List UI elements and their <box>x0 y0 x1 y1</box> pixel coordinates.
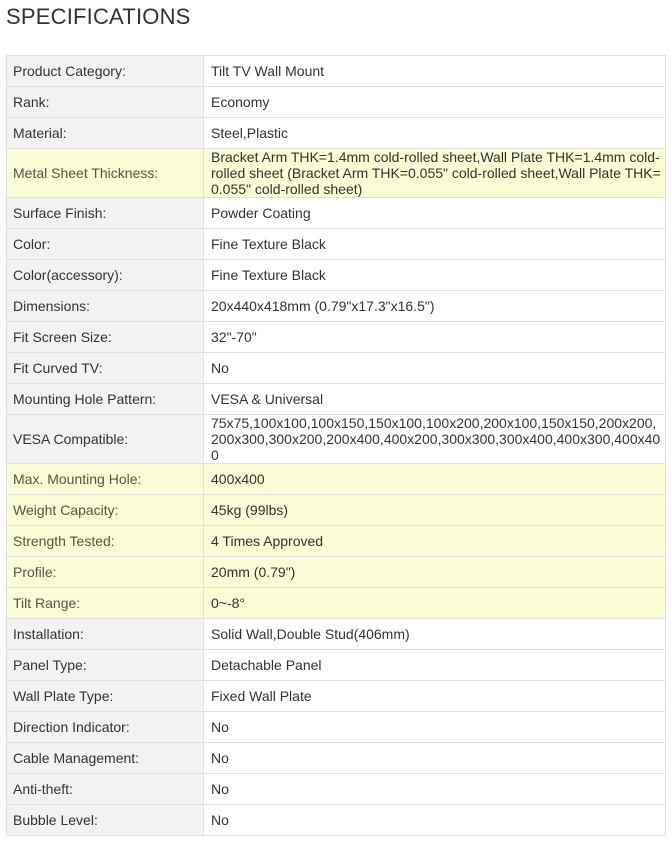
spec-row <box>7 557 666 588</box>
spec-row <box>7 353 666 384</box>
spec-value: Powder Coating <box>204 198 666 229</box>
spec-value: Detachable Panel <box>204 650 666 681</box>
spec-row <box>7 229 666 260</box>
spec-value: No <box>204 712 666 743</box>
specifications-table-body <box>7 56 666 836</box>
spec-label: Tilt Range: <box>7 588 204 619</box>
spec-value: Economy <box>204 87 666 118</box>
spec-value: No <box>204 353 666 384</box>
spec-label: Fit Curved TV: <box>7 353 204 384</box>
spec-label: Direction Indicator: <box>7 712 204 743</box>
spec-row <box>7 495 666 526</box>
spec-label: Installation: <box>7 619 204 650</box>
specifications-table <box>6 55 666 836</box>
spec-label: Panel Type: <box>7 650 204 681</box>
spec-label: Cable Management: <box>7 743 204 774</box>
spec-row <box>7 588 666 619</box>
spec-label: Bubble Level: <box>7 805 204 836</box>
spec-row <box>7 149 666 198</box>
spec-label: Product Category: <box>7 56 204 87</box>
spec-value: 0~-8° <box>204 588 666 619</box>
spec-row <box>7 681 666 712</box>
spec-value: 75x75,100x100,100x150,150x100,100x200,200x100,150x150,200x200,200x300,300x200,200x400,400x200,300x300,300x400,400x300,400x400 <box>204 415 666 464</box>
spec-row <box>7 384 666 415</box>
spec-label: Profile: <box>7 557 204 588</box>
spec-row <box>7 464 666 495</box>
spec-label: Surface Finish: <box>7 198 204 229</box>
spec-value: Solid Wall,Double Stud(406mm) <box>204 619 666 650</box>
spec-label: Rank: <box>7 87 204 118</box>
spec-value: Fixed Wall Plate <box>204 681 666 712</box>
spec-row <box>7 198 666 229</box>
spec-row <box>7 619 666 650</box>
spec-row <box>7 743 666 774</box>
spec-value: 20mm (0.79") <box>204 557 666 588</box>
spec-label: Color: <box>7 229 204 260</box>
spec-value: 32"-70" <box>204 322 666 353</box>
spec-label: Material: <box>7 118 204 149</box>
spec-value: 4 Times Approved <box>204 526 666 557</box>
spec-value: No <box>204 774 666 805</box>
spec-row <box>7 712 666 743</box>
spec-row <box>7 260 666 291</box>
spec-row <box>7 526 666 557</box>
spec-row <box>7 650 666 681</box>
spec-row <box>7 291 666 322</box>
spec-label: Fit Screen Size: <box>7 322 204 353</box>
spec-value: VESA & Universal <box>204 384 666 415</box>
spec-label: Weight Capacity: <box>7 495 204 526</box>
spec-value: Fine Texture Black <box>204 229 666 260</box>
spec-label: Max. Mounting Hole: <box>7 464 204 495</box>
spec-value: 20x440x418mm (0.79"x17.3"x16.5") <box>204 291 666 322</box>
spec-value: Bracket Arm THK=1.4mm cold-rolled sheet,Wall Plate THK=1.4mm cold-rolled sheet (Bracket Arm THK=0.055" cold-rolled sheet,Wall Plate THK=0.055" cold-rolled sheet) <box>204 149 666 198</box>
spec-label: Mounting Hole Pattern: <box>7 384 204 415</box>
spec-label: Wall Plate Type: <box>7 681 204 712</box>
spec-row <box>7 87 666 118</box>
spec-row <box>7 56 666 87</box>
spec-value: Steel,Plastic <box>204 118 666 149</box>
spec-value: 45kg (99lbs) <box>204 495 666 526</box>
spec-label: Strength Tested: <box>7 526 204 557</box>
spec-value: No <box>204 805 666 836</box>
spec-label: Anti-theft: <box>7 774 204 805</box>
spec-row <box>7 805 666 836</box>
spec-value: Fine Texture Black <box>204 260 666 291</box>
spec-label: Metal Sheet Thickness: <box>7 149 204 198</box>
spec-row <box>7 415 666 464</box>
spec-row <box>7 118 666 149</box>
spec-value: 400x400 <box>204 464 666 495</box>
spec-label: VESA Compatible: <box>7 415 204 464</box>
spec-value: Tilt TV Wall Mount <box>204 56 666 87</box>
spec-label: Color(accessory): <box>7 260 204 291</box>
spec-value: No <box>204 743 666 774</box>
page-title: SPECIFICATIONS <box>6 4 191 29</box>
spec-label: Dimensions: <box>7 291 204 322</box>
spec-row <box>7 774 666 805</box>
spec-row <box>7 322 666 353</box>
